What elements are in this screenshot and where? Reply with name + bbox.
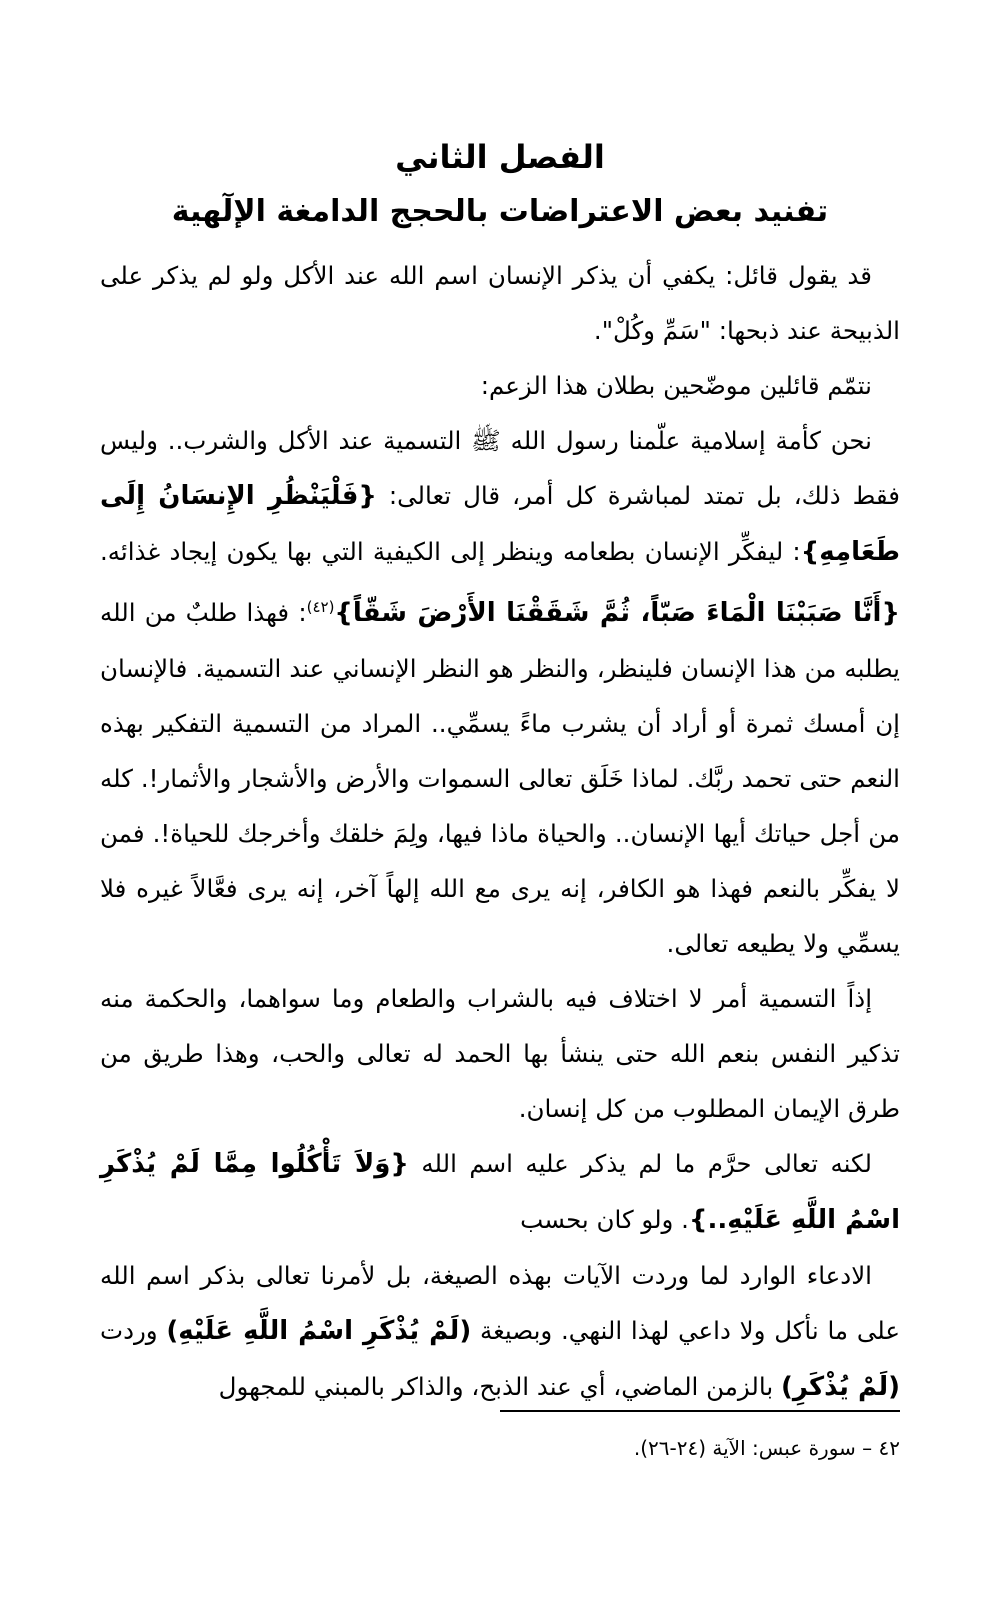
paragraph-5: [100, 1136, 900, 1248]
paragraph-5-text-b: . ولو كان بحسب: [520, 1205, 689, 1235]
quran-quote-2: {أَنَّا صَبَبْنَا الْمَاءَ صَبّاً، ثُمَّ شَقَقْنَا الأَرْضَ شَقّاً}: [334, 598, 900, 629]
paragraph-3: [100, 413, 900, 971]
paragraph-6: [100, 1248, 900, 1415]
paragraph-3-text-b: : ليفكِّر الإنسان بطعامه وينظر إلى الكيفية التي بها يكون إيجاد غذائه.: [100, 537, 801, 566]
quran-quote-3: {وَلاَ تَأْكُلُوا مِمَّا لَمْ يُذْكَرِ اسْمُ اللَّهِ عَلَيْهِ..}: [100, 1149, 900, 1236]
paragraph-2: نتمّم قائلين موضّحين بطلان هذا الزعم:: [480, 371, 872, 400]
paragraph-3-text-c: : فهذا طلبٌ من الله يطلبه من هذا الإنسان فلينظر، والنظر هو النظر الإنساني عند التسمية. فالإنسان إن أمسك ثمرة أو أراد أن يشرب ماءً يسمِّي.. المراد من التسمية التفكير بهذه النعم حتى تحمد ربَّك. لماذا خَلَق تعالى السموات والأرض والأشجار والأثمار!. كله من أجل حياتك أيها الإنسان.. والحياة ماذا فيها، ولِمَ خلقك وأخرجك للحياة!. فمن لا يفكِّر بالنعم فهذا هو الكافر، إنه يرى مع الله إلهاً آخر، إنه يرى فعَّالاً غيره فلا يسمِّي ولا يطيعه تعالى.: [100, 598, 900, 959]
body-text: [100, 248, 900, 1415]
paragraph-1: قد يقول قائل: يكفي أن يذكر الإنسان اسم الله عند الأكل ولو لم يذكر على الذبيحة عند ذبحها: "سَمِّ وكُلْ".: [100, 261, 900, 345]
quran-quote-4: (لَمْ يُذْكَرِ اسْمُ اللَّهِ عَلَيْهِ): [166, 1316, 472, 1347]
chapter-title: الفصل الثاني: [395, 138, 605, 176]
footnote-divider: [500, 1410, 900, 1412]
footnote-marker: (٤٢): [306, 598, 335, 616]
paragraph-6-text-b: وردت: [100, 1316, 167, 1346]
footnote: ٤٢ – سورة عبس: الآية (٢٤-٢٦).: [633, 1436, 900, 1460]
paragraph-3-text-a: نحن كأمة إسلامية علّمنا رسول الله ﷺ التسمية عند الأكل والشرب.. وليس فقط ذلك، بل تمتد لمباشرة كل أمر، قال تعالى:: [100, 426, 901, 510]
paragraph-5-text-a: لكنه تعالى حرَّم ما لم يذكر عليه اسم الله: [408, 1149, 872, 1179]
quran-quote-1: {فَلْيَنْظُرِ الإِنسَانُ إِلَى طَعَامِهِ}: [100, 481, 900, 567]
chapter-subtitle: تفنيد بعض الاعتراضات بالحجج الدامغة الإلٓهية: [171, 194, 829, 229]
paragraph-6-text-a: الادعاء الوارد لما وردت الآيات بهذه الصيغة، بل لأمرنا تعالى بذكر اسم الله على ما نأكل ولا داعي لهذا النهي. وبصيغة: [100, 1261, 900, 1346]
quran-quote-5: (لَمْ يُذْكَرِ): [780, 1372, 900, 1403]
paragraph-4: إذاً التسمية أمر لا اختلاف فيه بالشراب والطعام وما سواهما، والحكمة منه تذكير النفس بنعم الله حتى ينشأ بها الحمد له تعالى والحب، وهذا طريق من طرق الإيمان المطلوب من كل إنسان.: [100, 984, 900, 1124]
paragraph-6-text-c: بالزمن الماضي، أي عند الذبح، والذاكر بالمبني للمجهول: [218, 1372, 781, 1402]
